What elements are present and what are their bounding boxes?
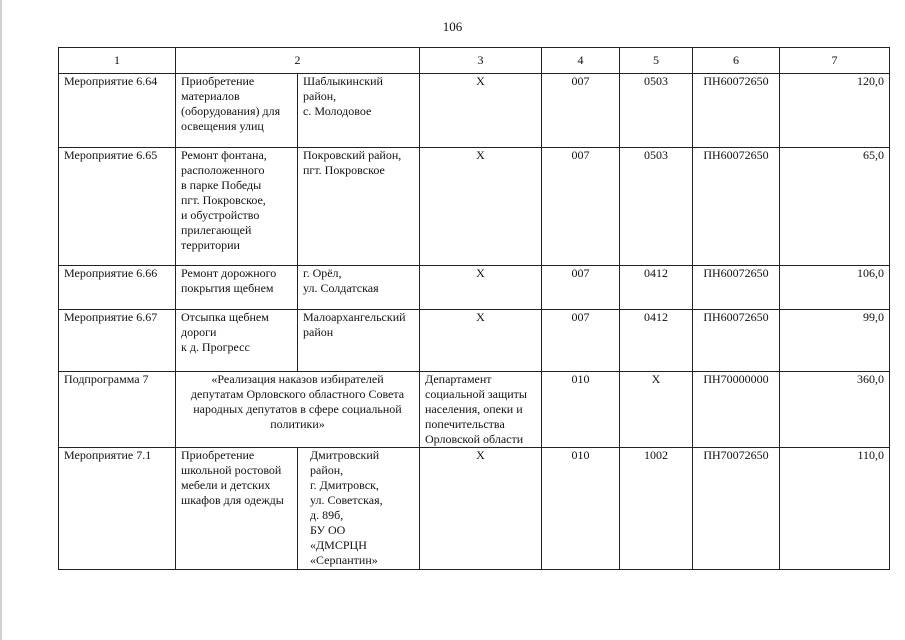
budget-table xyxy=(58,47,890,570)
row-place: Малоархангельский район xyxy=(298,310,420,372)
row-code: Мероприятие 6.64 xyxy=(59,74,176,148)
table-row xyxy=(59,448,890,570)
row-col4: 007 xyxy=(542,74,620,148)
row-col5: 0412 xyxy=(620,310,693,372)
row-col3: Х xyxy=(420,448,542,570)
column-header: 1 xyxy=(59,48,176,74)
row-col4: 007 xyxy=(542,310,620,372)
row-col3: Х xyxy=(420,148,542,266)
row-col7: 99,0 xyxy=(780,310,890,372)
row-col4: 007 xyxy=(542,148,620,266)
row-name: Приобретение школьной ростовой мебели и детских шкафов для одежды xyxy=(176,448,298,570)
table-row xyxy=(59,148,890,266)
row-col6: ПН60072650 xyxy=(693,148,780,266)
row-col4: 007 xyxy=(542,266,620,310)
row-name: Отсыпка щебнем дороги к д. Прогресс xyxy=(176,310,298,372)
row-col4: 010 xyxy=(542,448,620,570)
column-header: 7 xyxy=(780,48,890,74)
row-col5: 0503 xyxy=(620,148,693,266)
row-col6: ПН60072650 xyxy=(693,74,780,148)
table-row xyxy=(59,266,890,310)
table-header-row xyxy=(59,48,890,74)
column-header: 3 xyxy=(420,48,542,74)
row-name: Ремонт фонтана, расположенного в парке Победы пгт. Покровское, и обустройство прилегающей территории xyxy=(176,148,298,266)
subprogram-row xyxy=(59,372,890,448)
row-col5: 1002 xyxy=(620,448,693,570)
subprogram-col5: Х xyxy=(620,372,693,448)
subprogram-col4: 010 xyxy=(542,372,620,448)
page-edge xyxy=(0,0,2,640)
row-code: Мероприятие 7.1 xyxy=(59,448,176,570)
row-code: Мероприятие 6.65 xyxy=(59,148,176,266)
row-col3: Х xyxy=(420,310,542,372)
row-col6: ПН60072650 xyxy=(693,310,780,372)
row-col6: ПН60072650 xyxy=(693,266,780,310)
subprogram-col7: 360,0 xyxy=(780,372,890,448)
row-col5: 0503 xyxy=(620,74,693,148)
row-col6: ПН70072650 xyxy=(693,448,780,570)
row-place: г. Орёл, ул. Солдатская xyxy=(298,266,420,310)
table-row xyxy=(59,310,890,372)
row-name: Ремонт дорожного покрытия щебнем xyxy=(176,266,298,310)
row-place: Шаблыкинский район, с. Молодовое xyxy=(298,74,420,148)
row-col5: 0412 xyxy=(620,266,693,310)
row-col3: Х xyxy=(420,266,542,310)
column-header: 2 xyxy=(176,48,420,74)
subprogram-code: Подпрограмма 7 xyxy=(59,372,176,448)
row-col3: Х xyxy=(420,74,542,148)
row-col7: 65,0 xyxy=(780,148,890,266)
page-number: 106 xyxy=(442,19,463,34)
subprogram-department: Департамент социальной защиты населения, опеки и попечительства Орловской области xyxy=(420,372,542,448)
row-name: Приобретение материалов (оборудования) для освещения улиц xyxy=(176,74,298,148)
row-col7: 106,0 xyxy=(780,266,890,310)
table-row xyxy=(59,74,890,148)
subprogram-col6: ПН70000000 xyxy=(693,372,780,448)
row-code: Мероприятие 6.67 xyxy=(59,310,176,372)
subprogram-title: «Реализация наказов избирателей депутатам Орловского областного Совета народных депутатов в сфере социальной политики» xyxy=(176,372,420,448)
column-header: 5 xyxy=(620,48,693,74)
row-col7: 120,0 xyxy=(780,74,890,148)
row-code: Мероприятие 6.66 xyxy=(59,266,176,310)
column-header: 4 xyxy=(542,48,620,74)
row-place: Покровский район, пгт. Покровское xyxy=(298,148,420,266)
row-place: Дмитровский район, г. Дмитровск, ул. Советская, д. 89б, БУ ОО «ДМСРЦН «Серпантин» xyxy=(298,448,420,570)
column-header: 6 xyxy=(693,48,780,74)
row-col7: 110,0 xyxy=(780,448,890,570)
